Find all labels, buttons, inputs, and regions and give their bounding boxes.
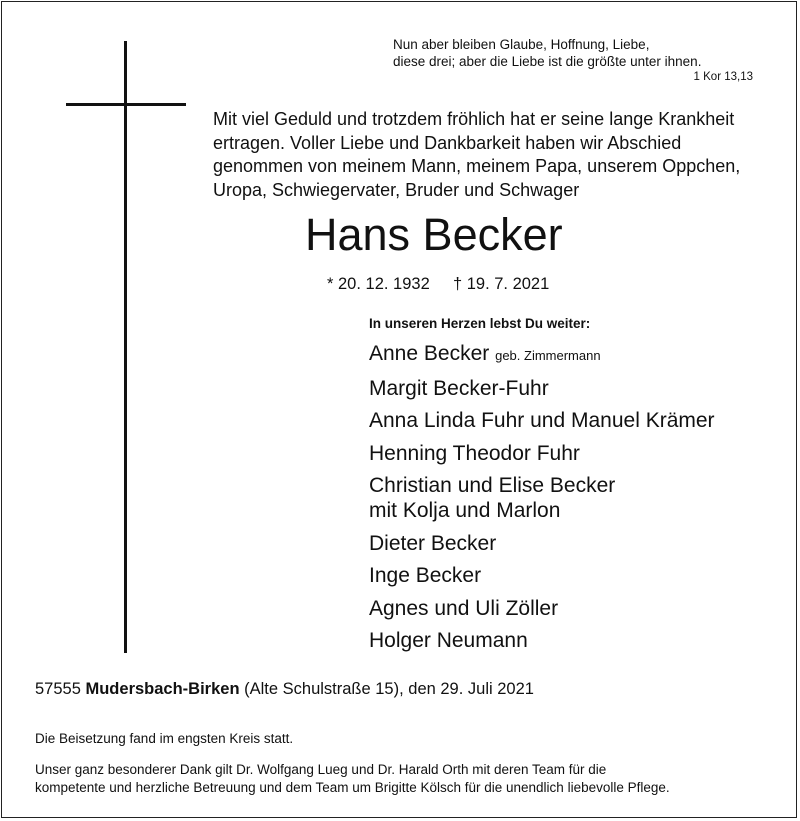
mourner-name: Christian und Elise Becker bbox=[369, 474, 616, 497]
thanks-line: Unser ganz besonderer Dank gilt Dr. Wolfgang Lueg und Dr. Harald Orth mit deren Team für die bbox=[35, 762, 607, 777]
mourner-item bbox=[369, 341, 789, 368]
birth-date: * 20. 12. 1932 bbox=[327, 275, 430, 293]
cross-horizontal-beam bbox=[66, 103, 186, 106]
mourner-name: mit Kolja und Marlon bbox=[369, 499, 561, 522]
mourner-item: Margit Becker-Fuhr bbox=[369, 376, 549, 400]
address-rest: (Alte Schulstraße 15), den 29. Juli 2021 bbox=[244, 680, 534, 698]
mourner-item: Inge Becker bbox=[369, 564, 482, 587]
address-line bbox=[35, 680, 534, 699]
town-name: Mudersbach-Birken bbox=[85, 680, 240, 698]
intro-line: Uropa, Schwiegervater, Bruder und Schwager bbox=[213, 179, 580, 200]
zip-code: 57555 bbox=[35, 680, 81, 698]
quote-reference: 1 Kor 13,13 bbox=[693, 71, 753, 83]
mourner-item: Henning Theodor Fuhr bbox=[369, 441, 580, 465]
burial-note: Die Beisetzung fand im engsten Kreis statt. bbox=[35, 731, 294, 746]
intro-text bbox=[213, 108, 793, 202]
intro-line: ertragen. Voller Liebe und Dankbarkeit haben wir Abschied bbox=[213, 132, 682, 153]
quote-line: diese drei; aber die Liebe ist die größte unter ihnen. bbox=[393, 54, 702, 69]
cross-vertical-beam bbox=[124, 41, 127, 653]
mourner-name: Anne Becker bbox=[369, 342, 490, 365]
thanks-line: kompetente und herzliche Betreuung und dem Team um Brigitte Kölsch für die unendlich liebevolle Pflege. bbox=[35, 780, 670, 795]
mourners-list bbox=[369, 341, 789, 661]
mourners-heading: In unseren Herzen lebst Du weiter: bbox=[369, 316, 591, 331]
bible-quote bbox=[393, 36, 753, 84]
thanks-note bbox=[35, 761, 775, 797]
mourner-item: Holger Neumann bbox=[369, 629, 528, 652]
deceased-name: Hans Becker bbox=[305, 209, 563, 260]
mourner-item: Anna Linda Fuhr und Manuel Krämer bbox=[369, 409, 715, 432]
intro-line: Mit viel Geduld und trotzdem fröhlich hat er seine lange Krankheit bbox=[213, 109, 735, 129]
death-date: † 19. 7. 2021 bbox=[452, 275, 550, 293]
intro-line: genommen von meinem Mann, meinem Papa, unserem Oppchen, bbox=[213, 156, 741, 176]
quote-line: Nun aber bleiben Glaube, Hoffnung, Liebe, bbox=[393, 37, 650, 52]
mourner-note: geb. Zimmermann bbox=[495, 348, 601, 363]
mourner-item: Dieter Becker bbox=[369, 531, 497, 555]
mourner-item: Agnes und Uli Zöller bbox=[369, 596, 559, 620]
mourner-item bbox=[369, 473, 789, 523]
life-dates bbox=[327, 274, 549, 294]
